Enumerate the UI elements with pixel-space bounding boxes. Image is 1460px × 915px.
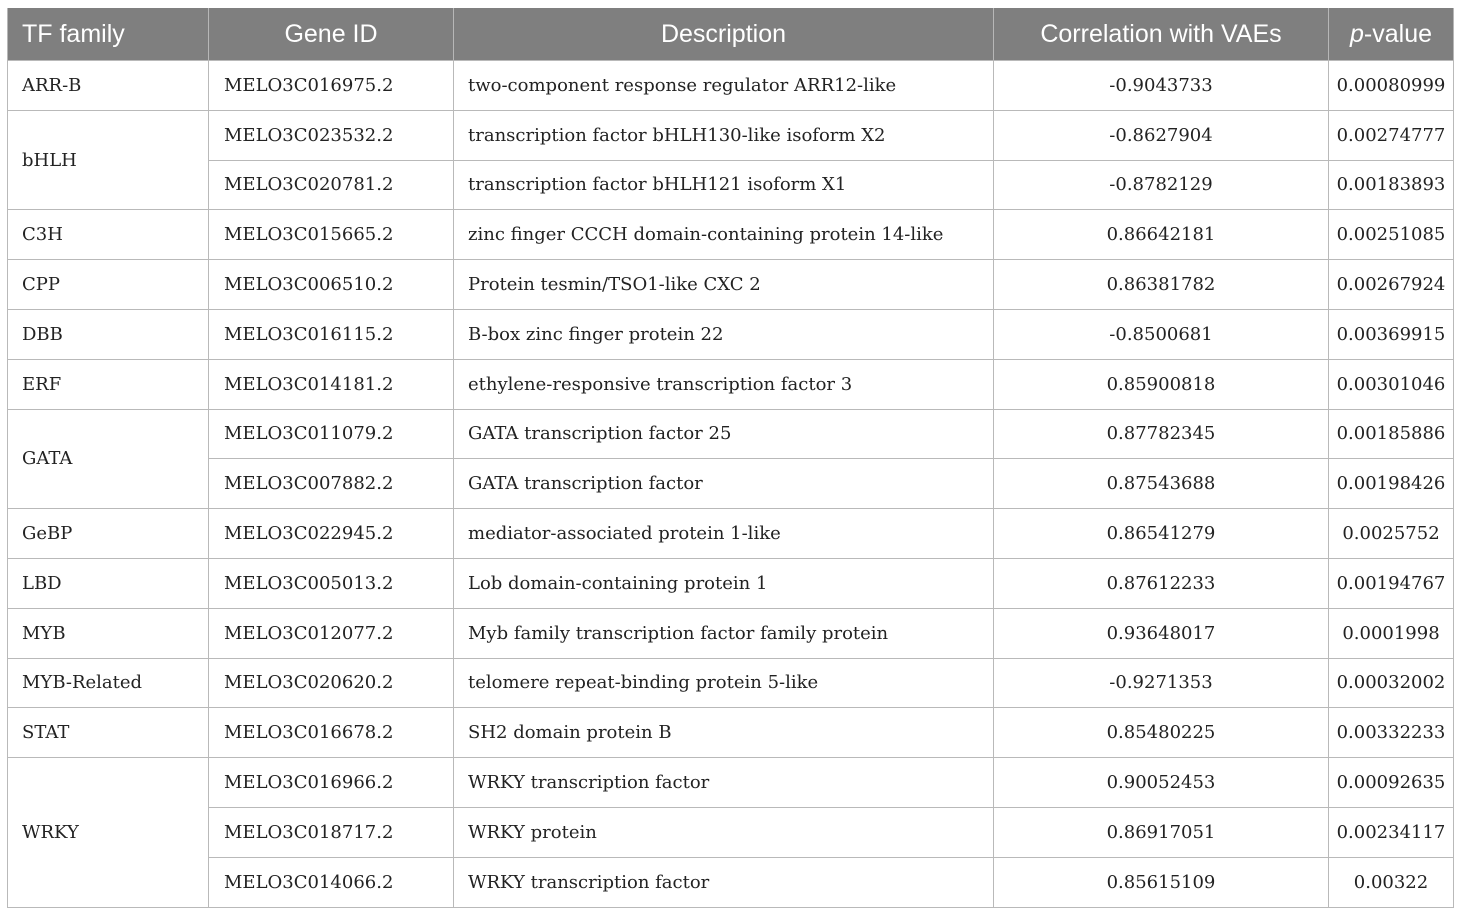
- correlation-cell: -0.8627904: [994, 110, 1329, 160]
- p-value-cell: 0.00369915: [1329, 309, 1454, 359]
- table-row: [8, 210, 1454, 260]
- table-row: [8, 509, 1454, 559]
- description-cell: mediator-associated protein 1-like: [454, 509, 994, 559]
- table-row: [8, 260, 1454, 310]
- tf-family-cell: STAT: [8, 708, 209, 758]
- tf-family-cell: GeBP: [8, 509, 209, 559]
- gene-id-cell: MELO3C016966.2: [209, 758, 454, 808]
- correlation-cell: 0.85900818: [994, 359, 1329, 409]
- header-correlation: Correlation with VAEs: [994, 8, 1329, 61]
- table-row: [8, 807, 1454, 857]
- description-cell: transcription factor bHLH121 isoform X1: [454, 160, 994, 210]
- p-value-cell: 0.00332233: [1329, 708, 1454, 758]
- p-value-cell: 0.00267924: [1329, 260, 1454, 310]
- description-cell: GATA transcription factor: [454, 459, 994, 509]
- gene-id-cell: MELO3C020781.2: [209, 160, 454, 210]
- description-cell: transcription factor bHLH130-like isoform X2: [454, 110, 994, 160]
- table-row: [8, 758, 1454, 808]
- description-cell: WRKY protein: [454, 807, 994, 857]
- tf-family-cell: ERF: [8, 359, 209, 409]
- description-cell: Protein tesmin/TSO1-like CXC 2: [454, 260, 994, 310]
- gene-id-cell: MELO3C014181.2: [209, 359, 454, 409]
- tf-family-cell: WRKY: [8, 758, 209, 907]
- p-value-cell: 0.00301046: [1329, 359, 1454, 409]
- tf-family-cell: ARR-B: [8, 61, 209, 111]
- header-description: Description: [454, 8, 994, 61]
- p-value-cell: 0.00183893: [1329, 160, 1454, 210]
- header-row: [8, 8, 1454, 61]
- header-p-value-italic: p: [1350, 19, 1364, 48]
- gene-id-cell: MELO3C020620.2: [209, 658, 454, 708]
- header-p-value: [1329, 8, 1454, 61]
- correlation-cell: 0.90052453: [994, 758, 1329, 808]
- table-row: [8, 110, 1454, 160]
- table-row: [8, 658, 1454, 708]
- correlation-cell: 0.86381782: [994, 260, 1329, 310]
- p-value-cell: 0.00234117: [1329, 807, 1454, 857]
- correlation-cell: -0.9271353: [994, 658, 1329, 708]
- header-tf-family: TF family: [8, 8, 209, 61]
- table-row: [8, 359, 1454, 409]
- table-row: [8, 160, 1454, 210]
- correlation-cell: -0.9043733: [994, 61, 1329, 111]
- table-container: [7, 8, 1453, 908]
- tf-family-cell: GATA: [8, 409, 209, 509]
- table-row: [8, 459, 1454, 509]
- gene-id-cell: MELO3C006510.2: [209, 260, 454, 310]
- description-cell: Lob domain-containing protein 1: [454, 558, 994, 608]
- p-value-cell: 0.0025752: [1329, 509, 1454, 559]
- description-cell: telomere repeat-binding protein 5-like: [454, 658, 994, 708]
- tf-family-cell: bHLH: [8, 110, 209, 210]
- gene-id-cell: MELO3C007882.2: [209, 459, 454, 509]
- p-value-cell: 0.00194767: [1329, 558, 1454, 608]
- p-value-cell: 0.00274777: [1329, 110, 1454, 160]
- gene-id-cell: MELO3C012077.2: [209, 608, 454, 658]
- table-row: [8, 857, 1454, 907]
- correlation-cell: 0.85615109: [994, 857, 1329, 907]
- description-cell: WRKY transcription factor: [454, 758, 994, 808]
- description-cell: WRKY transcription factor: [454, 857, 994, 907]
- gene-id-cell: MELO3C023532.2: [209, 110, 454, 160]
- correlation-cell: 0.93648017: [994, 608, 1329, 658]
- tf-family-cell: CPP: [8, 260, 209, 310]
- gene-id-cell: MELO3C016975.2: [209, 61, 454, 111]
- gene-id-cell: MELO3C014066.2: [209, 857, 454, 907]
- correlation-cell: -0.8782129: [994, 160, 1329, 210]
- description-cell: ethylene-responsive transcription factor 3: [454, 359, 994, 409]
- gene-id-cell: MELO3C005013.2: [209, 558, 454, 608]
- correlation-cell: -0.8500681: [994, 309, 1329, 359]
- correlation-cell: 0.86642181: [994, 210, 1329, 260]
- table-row: [8, 61, 1454, 111]
- gene-id-cell: MELO3C011079.2: [209, 409, 454, 459]
- description-cell: B-box zinc finger protein 22: [454, 309, 994, 359]
- tf-family-cell: LBD: [8, 558, 209, 608]
- p-value-cell: 0.00092635: [1329, 758, 1454, 808]
- gene-id-cell: MELO3C016678.2: [209, 708, 454, 758]
- table-row: [8, 309, 1454, 359]
- tf-family-cell: C3H: [8, 210, 209, 260]
- p-value-cell: 0.00080999: [1329, 61, 1454, 111]
- correlation-cell: 0.87612233: [994, 558, 1329, 608]
- description-cell: zinc finger CCCH domain-containing protein 14-like: [454, 210, 994, 260]
- table-body: [8, 61, 1454, 908]
- p-value-cell: 0.00251085: [1329, 210, 1454, 260]
- gene-id-cell: MELO3C022945.2: [209, 509, 454, 559]
- tf-family-cell: MYB: [8, 608, 209, 658]
- correlation-cell: 0.85480225: [994, 708, 1329, 758]
- correlation-cell: 0.86541279: [994, 509, 1329, 559]
- gene-id-cell: MELO3C018717.2: [209, 807, 454, 857]
- tf-family-cell: DBB: [8, 309, 209, 359]
- correlation-cell: 0.87543688: [994, 459, 1329, 509]
- correlation-cell: 0.87782345: [994, 409, 1329, 459]
- p-value-cell: 0.00032002: [1329, 658, 1454, 708]
- p-value-cell: 0.00322: [1329, 857, 1454, 907]
- description-cell: GATA transcription factor 25: [454, 409, 994, 459]
- header-p-value-rest: -value: [1363, 19, 1432, 48]
- description-cell: two-component response regulator ARR12-like: [454, 61, 994, 111]
- gene-id-cell: MELO3C015665.2: [209, 210, 454, 260]
- header-gene-id: Gene ID: [209, 8, 454, 61]
- table-row: [8, 409, 1454, 459]
- p-value-cell: 0.00185886: [1329, 409, 1454, 459]
- table-row: [8, 608, 1454, 658]
- tf-family-cell: MYB-Related: [8, 658, 209, 708]
- table-header: [8, 8, 1454, 61]
- table-row: [8, 708, 1454, 758]
- p-value-cell: 0.0001998: [1329, 608, 1454, 658]
- description-cell: Myb family transcription factor family protein: [454, 608, 994, 658]
- correlation-cell: 0.86917051: [994, 807, 1329, 857]
- p-value-cell: 0.00198426: [1329, 459, 1454, 509]
- tf-correlation-table: [7, 8, 1454, 908]
- gene-id-cell: MELO3C016115.2: [209, 309, 454, 359]
- table-row: [8, 558, 1454, 608]
- description-cell: SH2 domain protein B: [454, 708, 994, 758]
